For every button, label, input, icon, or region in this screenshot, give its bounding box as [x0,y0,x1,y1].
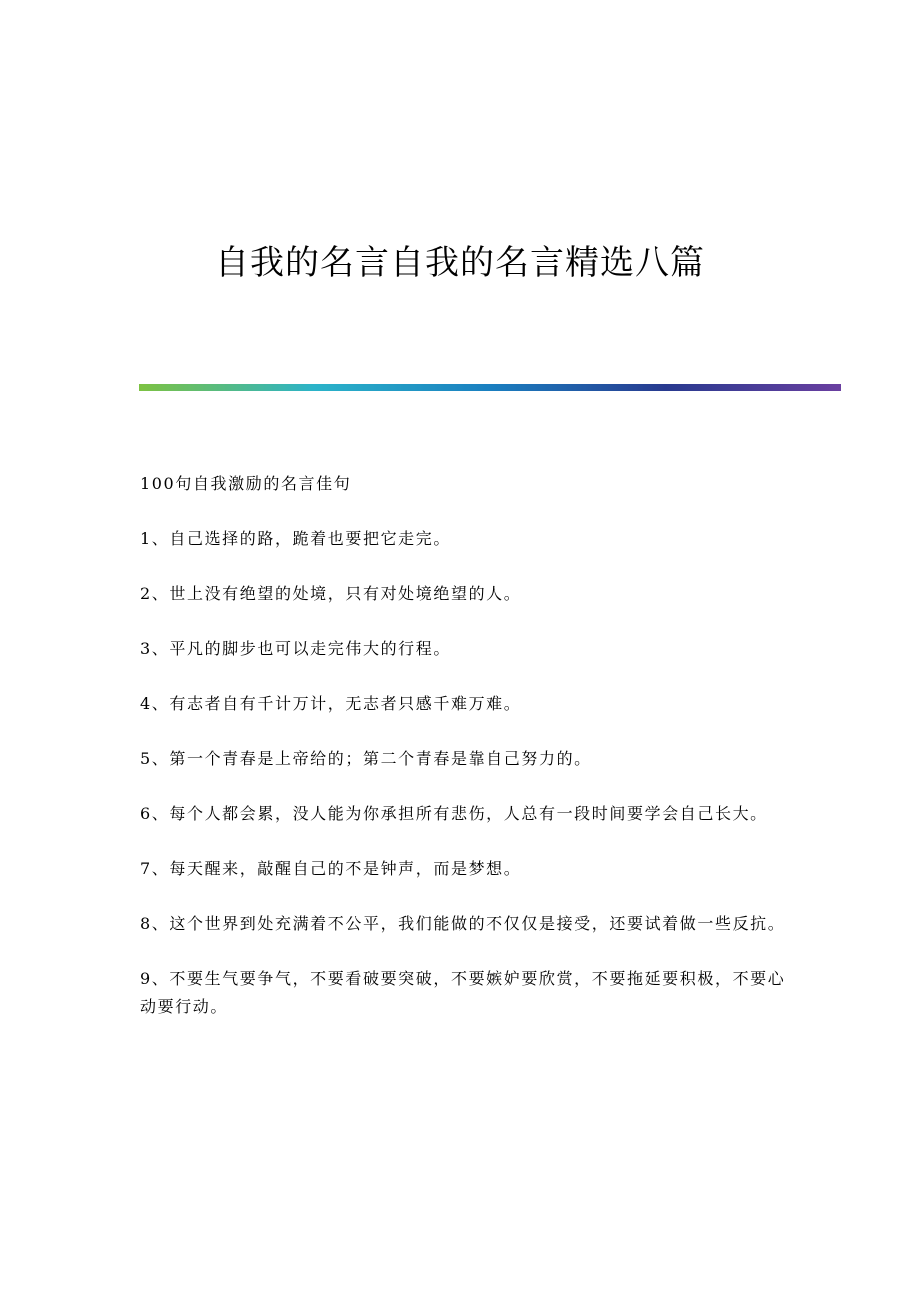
quote-item: 3、平凡的脚步也可以走完伟大的行程。 [140,639,451,658]
quote-item: 4、有志者自有千计万计，无志者只感千难万难。 [140,694,522,713]
quote-item: 9、不要生气要争气，不要看破要突破，不要嫉妒要欣赏，不要拖延要积极，不要心动要行动。 [140,969,786,1016]
quote-item: 8、这个世界到处充满着不公平，我们能做的不仅仅是接受，还要试着做一些反抗。 [140,914,786,933]
quote-item: 6、每个人都会累，没人能为你承担所有悲伤，人总有一段时间要学会自己长大。 [140,804,768,823]
document-body [140,470,790,1048]
gradient-divider [139,384,841,391]
quote-item: 1、自己选择的路，跪着也要把它走完。 [140,529,451,548]
quote-item: 7、每天醒来，敲醒自己的不是钟声，而是梦想。 [140,859,522,878]
quote-item: 5、第一个青春是上帝给的；第二个青春是靠自己努力的。 [140,749,592,768]
section-heading: 100句自我激励的名言佳句 [140,474,352,493]
document-title: 自我的名言自我的名言精选八篇 [215,242,705,283]
quote-item: 2、世上没有绝望的处境，只有对处境绝望的人。 [140,584,522,603]
